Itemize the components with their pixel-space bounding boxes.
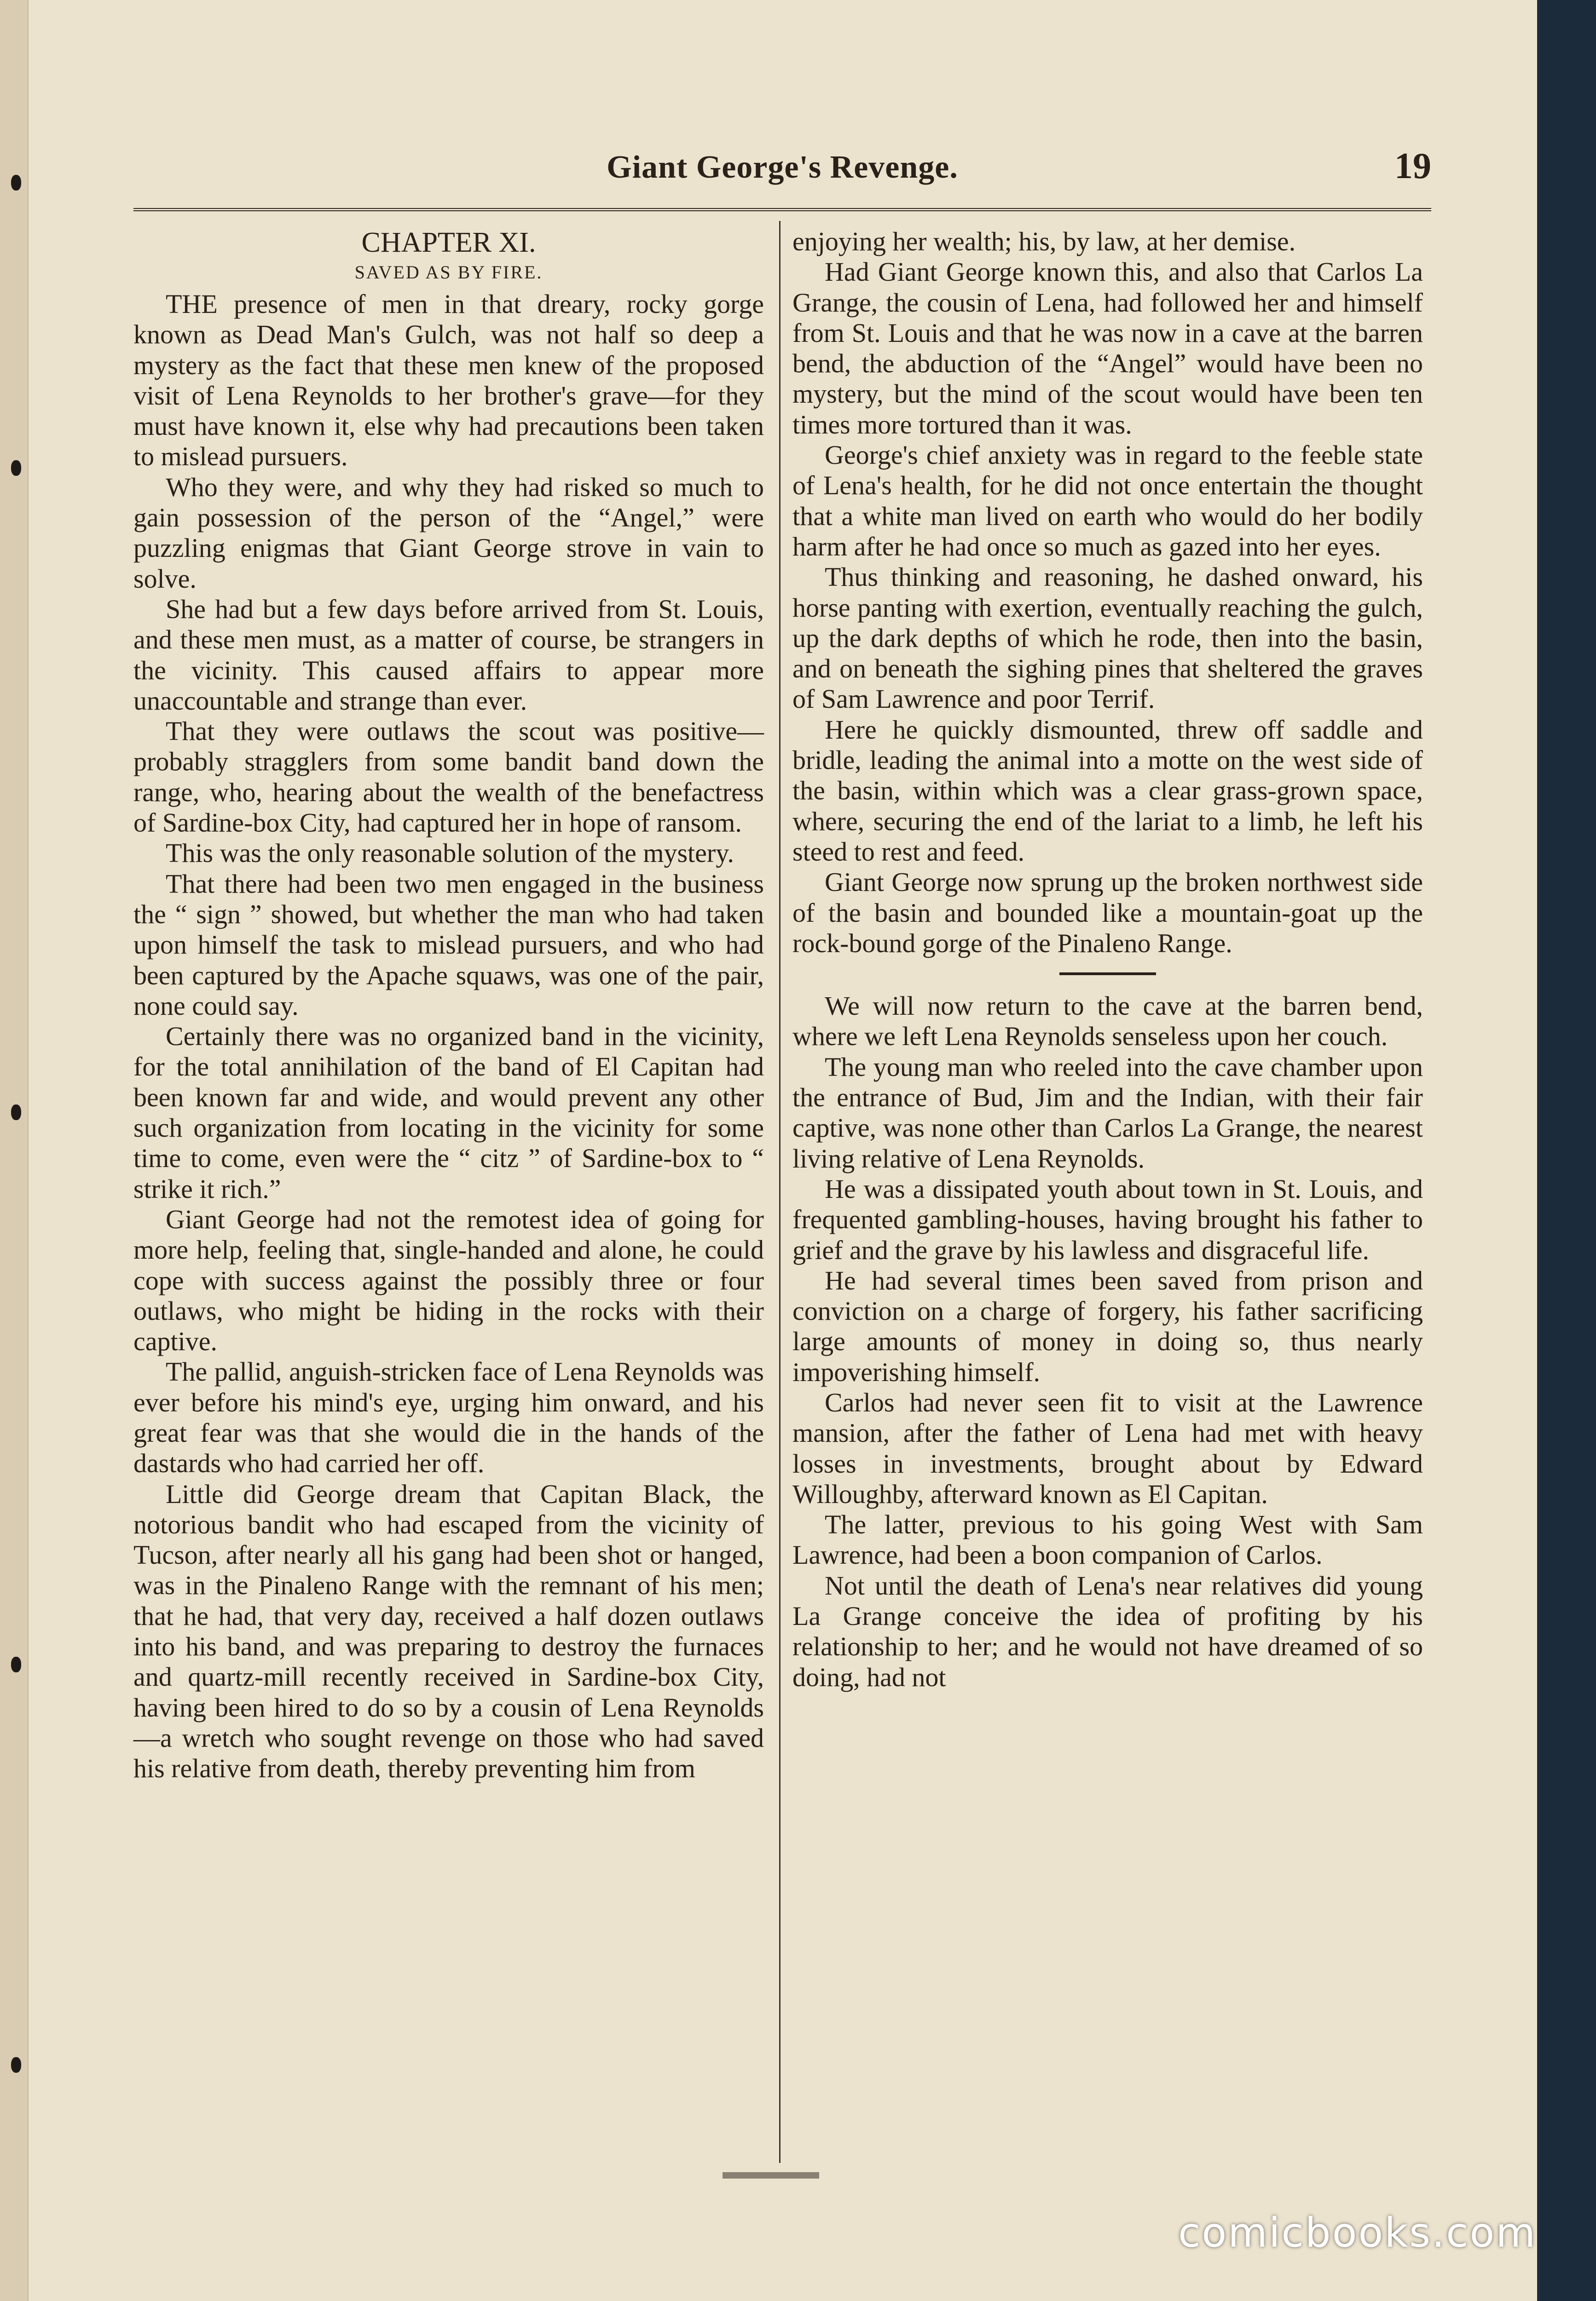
paragraph: He had several times been saved from prison and conviction on a charge of forgery, his father sacrificing large amounts of money in doing so, thus nearly impoverishing himself.	[792, 1265, 1423, 1387]
paragraph: Thus thinking and reasoning, he dashed onward, his horse panting with exertion, eventually reaching the gulch, up the dark depths of which he rode, then into the basin, and on beneath the sighing pines that sheltered the graves of Sam Lawrence and poor Terrif.	[792, 562, 1423, 714]
paragraph: Who they were, and why they had risked so much to gain possession of the person of the “Angel,” were puzzling enigmas that Giant George strove in vain to solve.	[133, 472, 764, 594]
section-break-rule	[1059, 972, 1156, 975]
binding-hole	[11, 2057, 21, 2073]
paragraph: THE presence of men in that dreary, rocky gorge known as Dead Man's Gulch, was not half so deep a mystery as the fact that these men knew of the proposed visit of Lena Reynolds to her brother's grave—for they must have known it, else why had precautions been taken to mislead pursuers.	[133, 289, 764, 472]
paragraph: He was a dissipated youth about town in St. Louis, and frequented gambling-houses, having brought his father to grief and the grave by his lawless and disgraceful life.	[792, 1174, 1423, 1265]
chapter-title: CHAPTER XI.	[361, 227, 536, 258]
page-background	[1537, 0, 1596, 2301]
paragraph: We will now return to the cave at the barren bend, where we left Lena Reynolds senseless upon her couch.	[792, 991, 1423, 1052]
paragraph: Here he quickly dismounted, threw off saddle and bridle, leading the animal into a motte on the west side of the basin, within which was a clear grass-grown space, where, securing the end of the lariat to a limb, he left his steed to rest and feed.	[792, 714, 1423, 867]
watermark: comicbooks.com	[1178, 2209, 1537, 2256]
paragraph: George's chief anxiety was in regard to the feeble state of Lena's health, for he did not once entertain the thought that a white man lived on earth who would do her bodily harm after he had once so much as gazed into her eyes.	[792, 440, 1423, 561]
binding-hole	[11, 175, 21, 191]
ornament-icon	[718, 2168, 824, 2182]
right-column	[792, 226, 1423, 1693]
paragraph: Carlos had never seen fit to visit at the Lawrence mansion, after the father of Lena had met with heavy losses in investments, brought about by Edward Willoughby, afterward known as El Capitan.	[792, 1387, 1423, 1509]
binding-hole	[11, 1657, 21, 1672]
paragraph: Giant George had not the remotest idea of going for more help, feeling that, single-handed and alone, he could cope with success against the possibly three or four outlaws, who might be hiding in the rocks with their captive.	[133, 1204, 764, 1357]
paragraph: Giant George now sprung up the broken northwest side of the basin and bounded like a mountain-goat up the rock-bound gorge of the Pinaleno Range.	[792, 867, 1423, 958]
chapter-subtitle: SAVED AS BY FIRE.	[354, 262, 543, 283]
binding-hole	[11, 460, 21, 476]
header-rule	[133, 208, 1431, 211]
page-binding-edge	[0, 0, 29, 2301]
left-column	[133, 226, 764, 1784]
paragraph: The latter, previous to his going West with Sam Lawrence, had been a boon companion of Carlos.	[792, 1509, 1423, 1570]
paragraph: That there had been two men engaged in the business the “ sign ” showed, but whether the man who had taken upon himself the task to mislead pursuers, and who had been captured by the Apache squaws, was one of the pair, none could say.	[133, 868, 764, 1021]
printer-ornament	[718, 2165, 824, 2179]
paragraph: The young man who reeled into the cave chamber upon the entrance of Bud, Jim and the Indian, with their fair captive, was none other than Carlos La Grange, the nearest living relative of Lena Reynolds.	[792, 1052, 1423, 1174]
paragraph: The pallid, anguish-stricken face of Lena Reynolds was ever before his mind's eye, urging him onward, and his great fear was that she would die in the hands of the dastards who had carried her off.	[133, 1357, 764, 1479]
page-number: 19	[1394, 146, 1431, 186]
binding-hole	[11, 1104, 21, 1120]
paragraph: Little did George dream that Capitan Black, the notorious bandit who had escaped from the vicinity of Tucson, after nearly all his gang had been shot or hanged, was in the Pinaleno Range with the remnant of his men; that he had, that very day, received a half dozen outlaws into his band, and was preparing to destroy the furnaces and quartz-mill recently received in Sardine-box City, having been hired to do so by a cousin of Lena Reynolds—a wretch who sought revenge on those who had saved his relative from death, thereby preventing him from	[133, 1479, 764, 1784]
paragraph: That they were outlaws the scout was positive—probably stragglers from some bandit band down the range, who, hearing about the wealth of the benefactress of Sardine-box City, had captured her in hope of ransom.	[133, 716, 764, 838]
paragraph: Had Giant George known this, and also that Carlos La Grange, the cousin of Lena, had followed her and himself from St. Louis and that he was now in a cave at the barren bend, the abduction of the “Angel” would have been no mystery, but the mind of the scout would have been ten times more tortured than it was.	[792, 257, 1423, 439]
paragraph: She had but a few days before arrived from St. Louis, and these men must, as a matter of course, be strangers in the vicinity. This caused affairs to appear more unaccountable and strange than ever.	[133, 594, 764, 716]
running-head: Giant George's Revenge.	[607, 150, 958, 185]
column-divider	[779, 221, 781, 2163]
paragraph: This was the only reasonable solution of the mystery.	[166, 838, 734, 868]
paragraph-continuation: enjoying her wealth; his, by law, at her demise.	[792, 226, 1296, 256]
paragraph: Not until the death of Lena's near relatives did young La Grange conceive the idea of profiting by his relationship to her; and he would not have dreamed of so doing, had not	[792, 1570, 1423, 1692]
paragraph: Certainly there was no organized band in the vicinity, for the total annihilation of the band of El Capitan had been known far and wide, and would prevent any other such organization from locating in the vicinity for some time to come, even were the “ citz ” of Sardine-box to “ strike it rich.”	[133, 1021, 764, 1204]
page-header	[133, 143, 1431, 198]
